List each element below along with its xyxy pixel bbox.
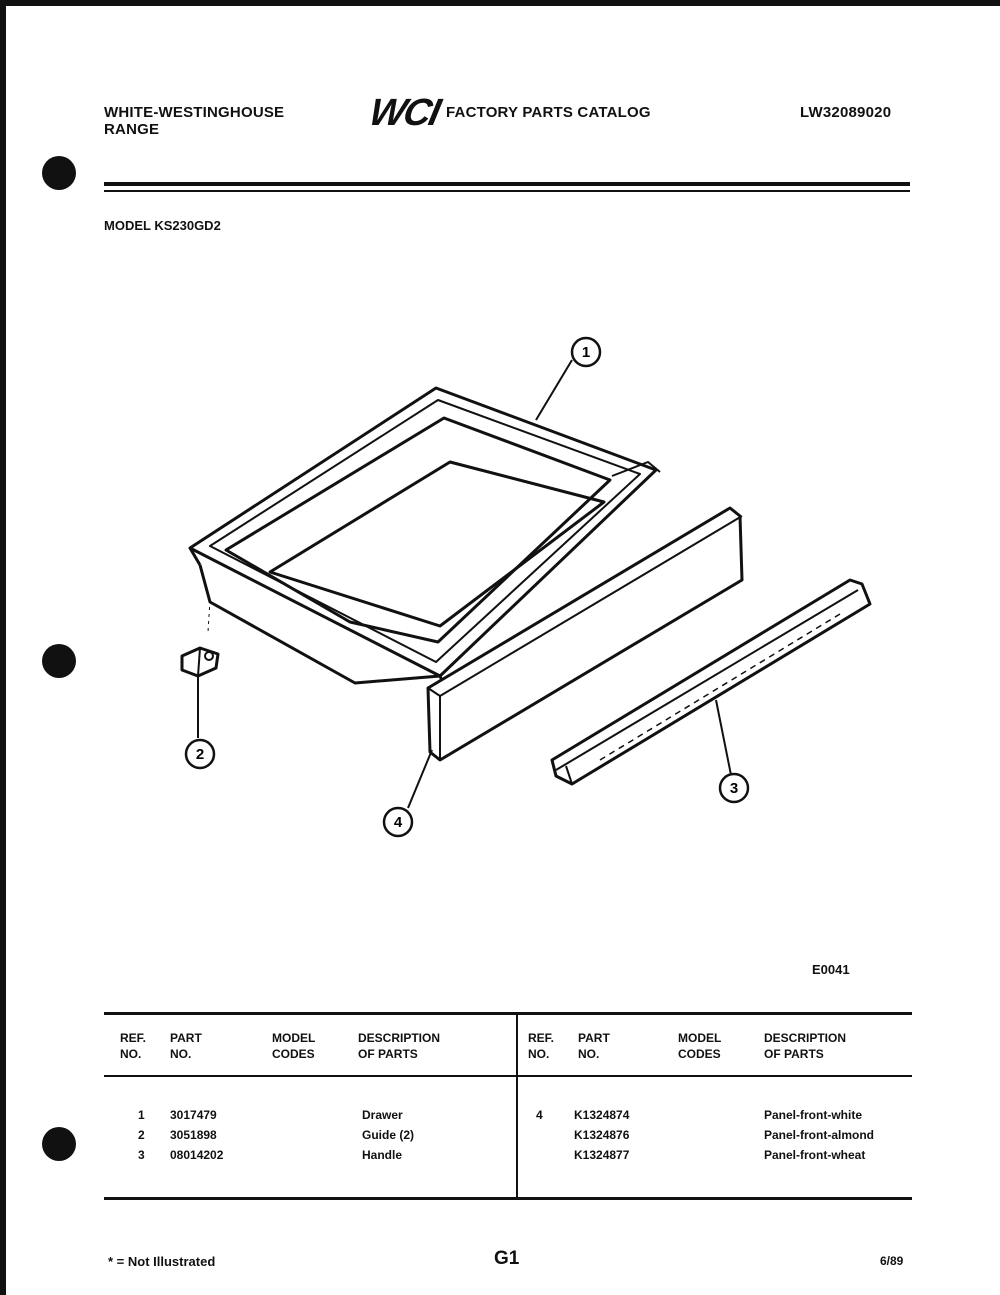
page-number: G1 — [494, 1248, 520, 1269]
brand-line-2: RANGE — [104, 121, 160, 138]
header-model-right — [678, 1030, 721, 1062]
header-model-right-line1: MODEL — [678, 1031, 722, 1045]
callout-2-label: 2 — [195, 746, 205, 763]
header-ref-right-line1: REF. — [528, 1031, 555, 1045]
header-part-left-line1: PART — [170, 1031, 202, 1045]
header-part-right — [578, 1030, 610, 1062]
header-part-right-line1: PART — [578, 1031, 610, 1045]
table-row-left-3-desc: Handle — [362, 1148, 403, 1162]
table-top-rule — [104, 1012, 912, 1015]
table-row-left-2-ref: 2 — [138, 1128, 145, 1142]
table-row-left-2-part: 3051898 — [170, 1128, 217, 1142]
header-part-left — [170, 1030, 202, 1062]
figure-code: E0041 — [812, 962, 850, 977]
table-row-right-2-desc: Panel-front-almond — [764, 1128, 874, 1142]
guide-part — [182, 648, 218, 738]
brand-line-1: WHITE-WESTINGHOUSE — [104, 104, 285, 121]
header-part-right-line2: NO. — [578, 1047, 600, 1061]
callout-4-label: 4 — [393, 814, 403, 831]
header-desc-right-line2: OF PARTS — [764, 1047, 824, 1061]
callout-3-label: 3 — [729, 780, 739, 797]
callout-2 — [186, 740, 214, 768]
header-ref-right-line2: NO. — [528, 1047, 550, 1061]
model-label: MODEL KS230GD2 — [104, 218, 221, 233]
table-row-right-1-desc: Panel-front-white — [764, 1108, 862, 1122]
table-row-right-1-part: K1324874 — [574, 1108, 630, 1122]
catalog-number: LW32089020 — [800, 104, 892, 121]
table-header-rule — [104, 1075, 912, 1077]
callout-1-label: 1 — [581, 344, 591, 361]
header-desc-right-line1: DESCRIPTION — [764, 1031, 847, 1045]
header-ref-right — [528, 1030, 554, 1062]
header-desc-right — [764, 1030, 846, 1062]
table-row-left-1-desc: Drawer — [362, 1108, 403, 1122]
table-row-right-3-part: K1324877 — [574, 1148, 630, 1162]
table-row-right-1-ref: 4 — [536, 1108, 543, 1122]
table-row-left-3-part: 08014202 — [170, 1148, 224, 1162]
catalog-title: FACTORY PARTS CATALOG — [446, 104, 651, 121]
print-date: 6/89 — [880, 1254, 904, 1268]
table-center-divider — [516, 1014, 518, 1198]
table-bottom-rule — [104, 1197, 912, 1200]
table-row-left-1-ref: 1 — [138, 1108, 145, 1122]
header-ref-left — [120, 1030, 146, 1062]
table-row-right-3-desc: Panel-front-wheat — [764, 1148, 866, 1162]
wci-logo: WCI — [365, 92, 443, 134]
table-row-left-2-desc: Guide (2) — [362, 1128, 415, 1142]
header-ref-left-line2: NO. — [120, 1047, 142, 1061]
table-row-left-3-ref: 3 — [138, 1148, 145, 1162]
header-part-left-line2: NO. — [170, 1047, 192, 1061]
header-model-left-line2: CODES — [272, 1047, 315, 1061]
header-model-right-line2: CODES — [678, 1047, 721, 1061]
header-model-left — [272, 1030, 315, 1062]
header-ref-left-line1: REF. — [120, 1031, 147, 1045]
header-model-left-line1: MODEL — [272, 1031, 316, 1045]
header-desc-left-line1: DESCRIPTION — [358, 1031, 441, 1045]
table-row-left-1-part: 3017479 — [170, 1108, 217, 1122]
callout-1 — [572, 338, 600, 366]
table-row-right-2-part: K1324876 — [574, 1128, 630, 1142]
binder-hole-bottom — [42, 1127, 76, 1161]
header-desc-left-line2: OF PARTS — [358, 1047, 418, 1061]
callout-4 — [384, 808, 412, 836]
callout-3 — [720, 774, 748, 802]
header-desc-left — [358, 1030, 440, 1062]
not-illustrated-note: * = Not Illustrated — [108, 1254, 216, 1269]
